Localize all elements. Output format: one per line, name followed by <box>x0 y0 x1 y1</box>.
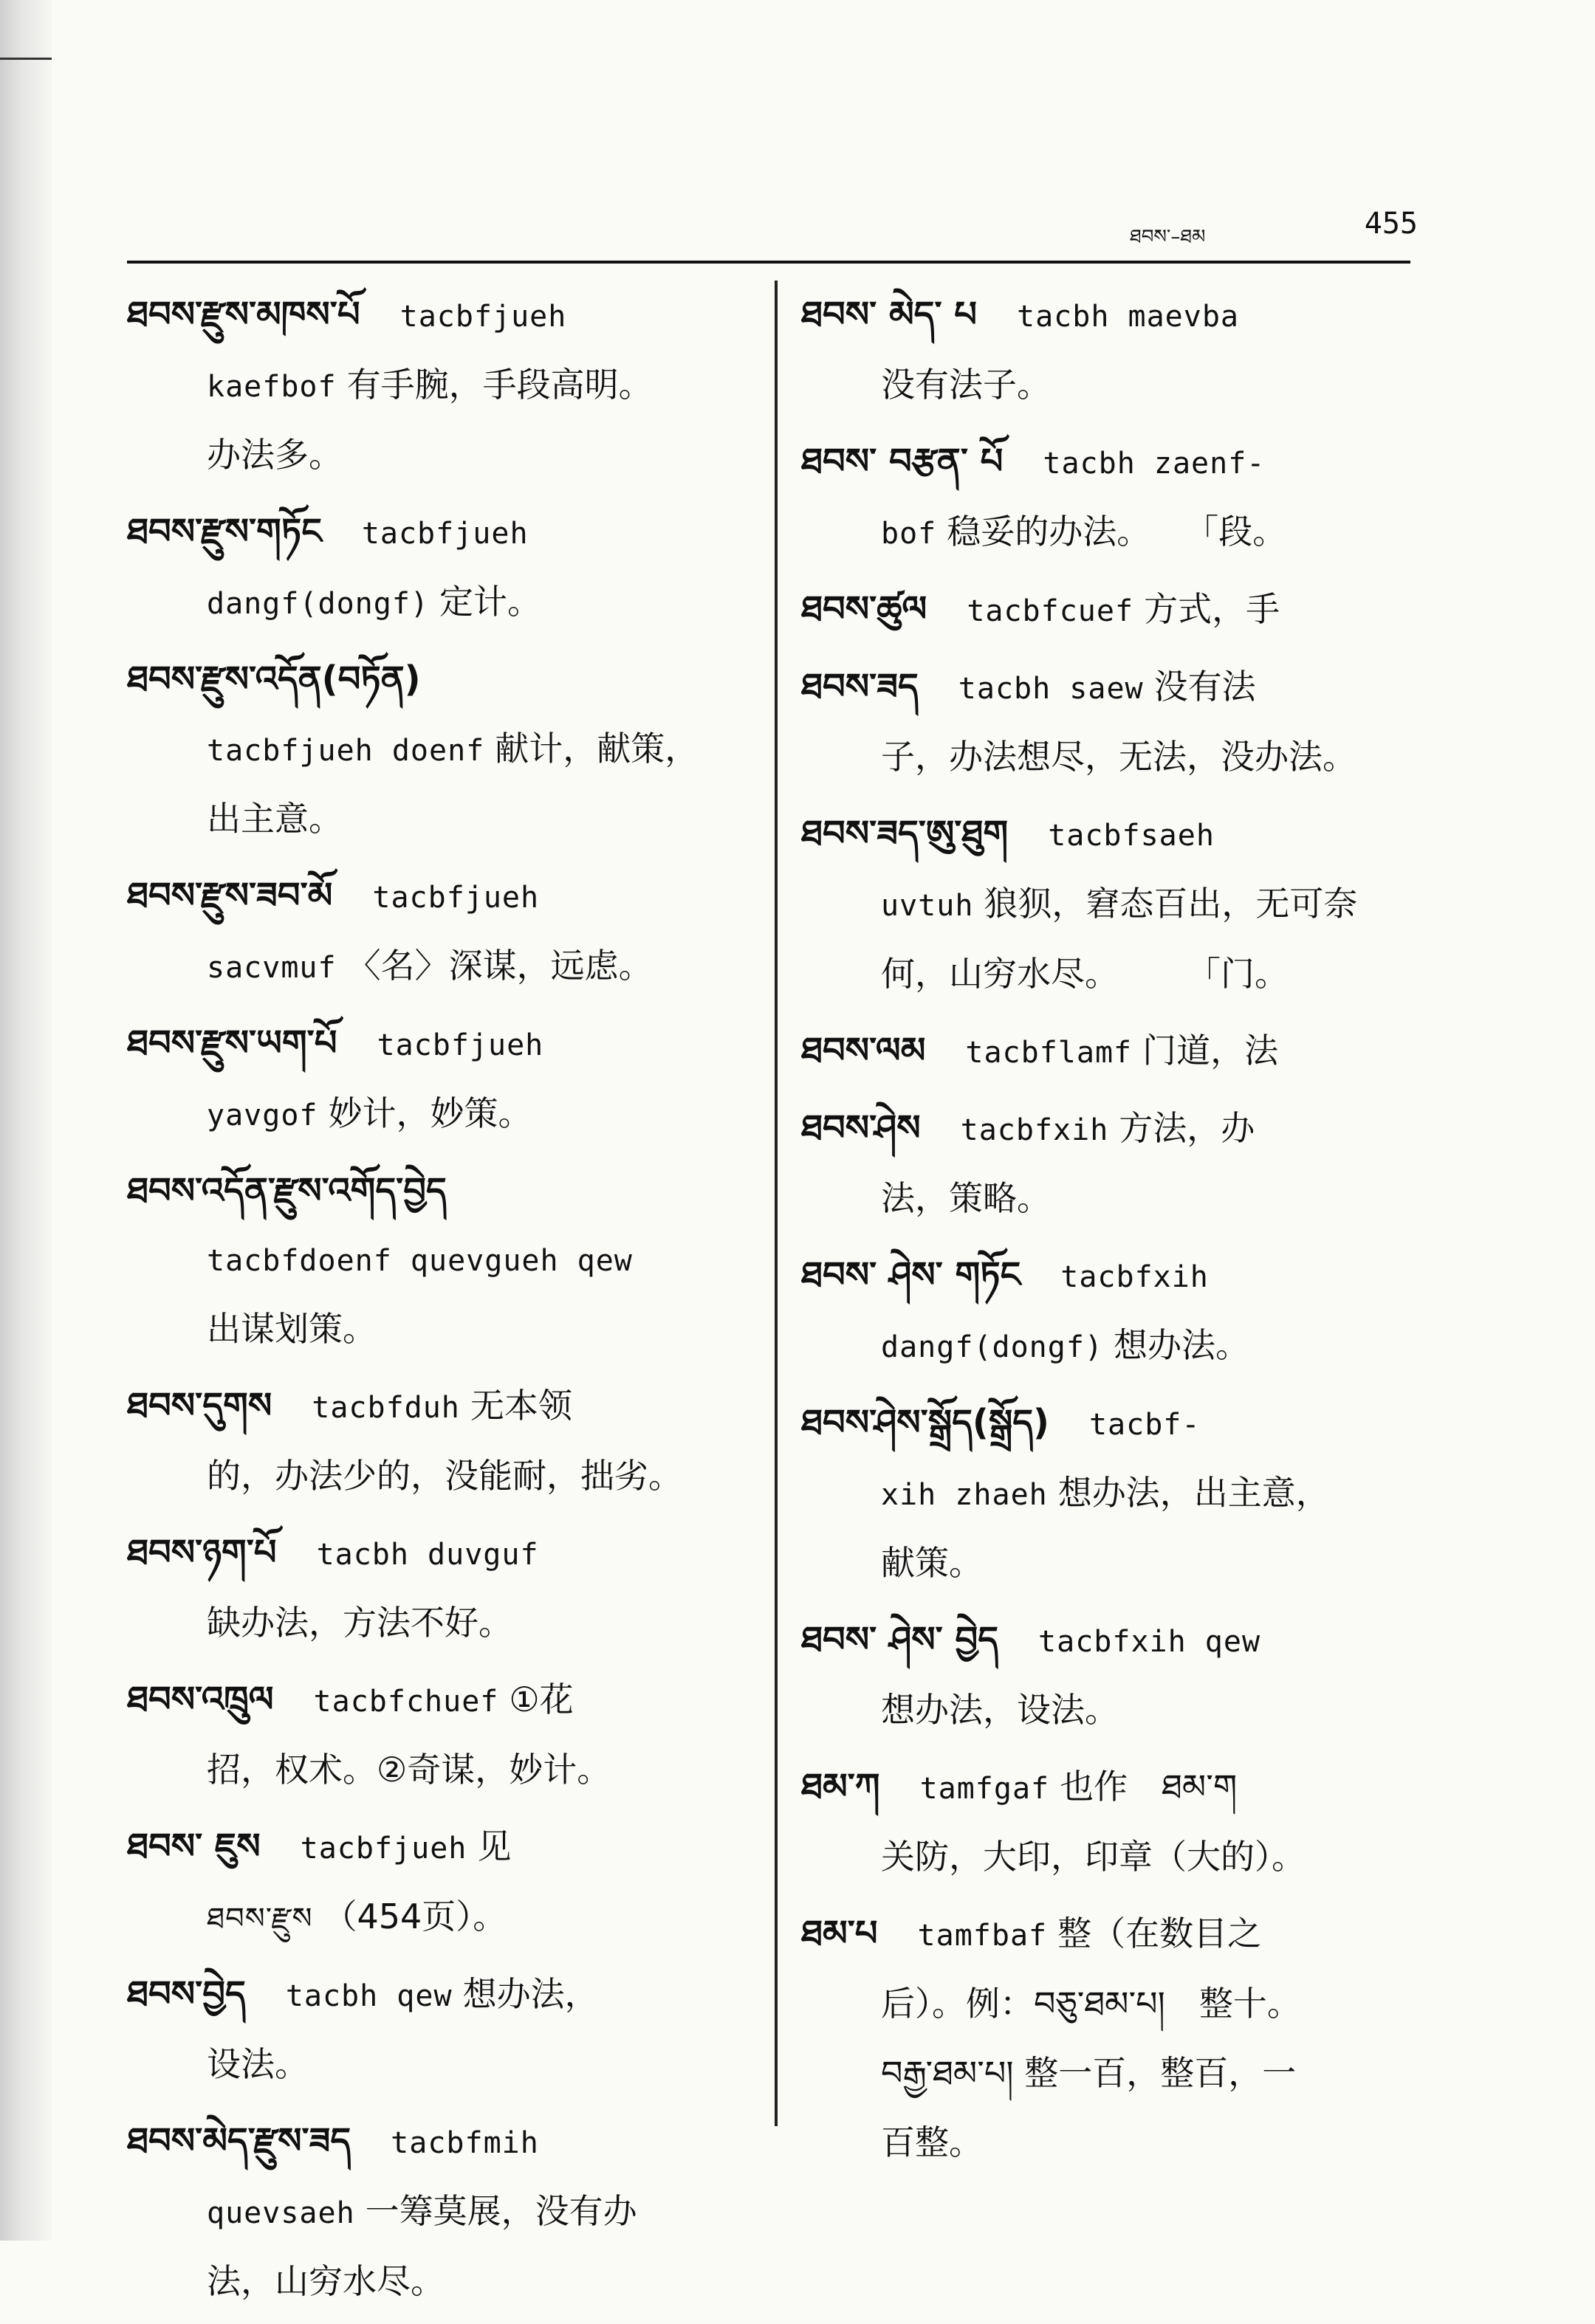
chinese-definition: 无本领 <box>470 1386 572 1426</box>
page-number: 455 <box>1364 207 1418 241</box>
tibetan-headword: ཐབས་ཟད <box>801 666 919 707</box>
chinese-definition: 定计。 <box>439 582 541 622</box>
page-header <box>1130 207 1447 251</box>
chinese-definition: 想办法。 <box>1113 1325 1249 1365</box>
romanization: tacbfdoenf quevgueh qew <box>207 1244 633 1278</box>
entry-headword-line <box>801 1241 1421 1311</box>
romanization: tacbfchuef <box>313 1685 499 1719</box>
entry-headword-line <box>801 575 1421 645</box>
romanization: quevsaeh <box>207 2196 355 2230</box>
entry-definition-line <box>127 568 740 638</box>
chinese-definition: 想办法，出主意， <box>1057 1473 1330 1513</box>
romanization: tacbfjueh <box>300 1832 467 1866</box>
tibetan-headword: ཐབས་བྱེད <box>127 1973 246 2015</box>
romanization: uvtuh <box>881 889 974 923</box>
dictionary-entry <box>127 1009 740 1149</box>
dictionary-entry <box>801 1389 1421 1598</box>
entry-headword-line <box>127 498 740 568</box>
entry-definition-line <box>127 1883 740 1953</box>
chinese-definition: 方式，手 <box>1144 589 1280 629</box>
tibetan-headword: ཐབས་འཁྲུལ <box>127 1679 274 1720</box>
romanization: tacbfjueh <box>361 517 529 551</box>
entry-definition-line <box>801 498 1421 568</box>
entry-definition-line <box>127 1079 740 1149</box>
romanization: tacbf- <box>1088 1408 1201 1442</box>
entry-definition-line <box>801 2039 1421 2108</box>
romanization: tacbfxih qew <box>1038 1625 1261 1659</box>
dictionary-entry <box>127 645 740 854</box>
romanization: tacbfmih <box>391 2126 539 2160</box>
entry-headword-line <box>127 645 740 715</box>
romanization: yavgof <box>207 1099 318 1132</box>
tibetan-headword: ཐབས་ ཤེས་ གཏོང <box>801 1254 1021 1296</box>
entry-definition-line <box>801 1164 1421 1234</box>
chinese-definition: 法，山穷水尽。 <box>207 2261 445 2301</box>
romanization: tacbfjueh <box>372 881 540 915</box>
entry-definition-line <box>127 2247 740 2317</box>
chinese-definition: 后）。例：བཅུ་ཐམ་པ། 整十。 <box>881 1984 1301 2024</box>
entry-definition-line <box>127 2030 740 2100</box>
entry-definition-line <box>127 932 740 1002</box>
romanization: tacbfjueh doenf <box>207 734 485 768</box>
chinese-definition: 关防，大印，印章（大的）。 <box>881 1837 1306 1877</box>
entry-definition-line <box>801 1529 1421 1598</box>
romanization: tamfgaf <box>919 1772 1050 1806</box>
chinese-definition: 献策。 <box>881 1543 983 1583</box>
chinese-definition: 也作 ཐམ་ག <box>1060 1767 1238 1806</box>
chinese-definition: 整（在数目之 <box>1057 1914 1262 1953</box>
romanization: tacbh saew <box>958 672 1144 706</box>
chinese-definition: 出主意。 <box>207 799 343 839</box>
edge-mark <box>0 58 52 60</box>
tibetan-headword: ཐབས་རྫུས་ཡག་པོ <box>127 1022 337 1064</box>
chinese-definition: （454页）。 <box>323 1897 507 1936</box>
dictionary-entry <box>801 281 1421 420</box>
entry-headword-line <box>801 1017 1421 1087</box>
entry-definition-line <box>127 1295 740 1364</box>
entry-headword-line <box>127 1372 740 1442</box>
romanization: kaefbof <box>207 370 337 404</box>
chinese-definition: 设法。 <box>207 2044 309 2084</box>
entry-headword-line <box>127 1812 740 1883</box>
chinese-definition: 招，权术。②奇谋，妙计。 <box>207 1750 611 1790</box>
chinese-definition: 缺办法，方法不好。 <box>207 1603 512 1643</box>
tibetan-headword: ཐབས་རྫུས་ཟབ་མོ <box>127 875 333 916</box>
chinese-definition: 〈名〉深谋，远虑。 <box>346 946 653 986</box>
romanization: ཐབས་རྫུས <box>207 1902 313 1936</box>
romanization: tacbfjueh <box>399 300 567 334</box>
romanization: tacbfcuef <box>967 594 1134 628</box>
entry-headword-line <box>127 281 740 351</box>
romanization: sacvmuf <box>207 951 337 985</box>
chinese-definition: 百整。 <box>881 2122 983 2162</box>
chinese-definition: 献计，献策， <box>495 729 699 769</box>
tibetan-headword: ཐབས་ ཇུས <box>127 1826 261 1867</box>
dictionary-entry <box>127 1519 740 1658</box>
entry-headword-line <box>801 281 1421 351</box>
tibetan-headword: ཐབས་ཉག་པོ <box>127 1532 277 1573</box>
dictionary-entry <box>801 800 1421 1009</box>
romanization: xih zhaeh <box>881 1478 1048 1512</box>
romanization: tacbfxih <box>1060 1260 1209 1294</box>
dictionary-entry <box>801 427 1421 568</box>
dictionary-entry <box>801 1900 1421 2178</box>
entry-headword-line <box>127 1157 740 1226</box>
entry-definition-line <box>801 1676 1421 1745</box>
entry-definition-line <box>127 1226 740 1295</box>
entry-headword-line <box>801 1094 1421 1164</box>
romanization: tacbfxih <box>960 1113 1109 1147</box>
entry-headword-line <box>127 1009 740 1079</box>
dictionary-entry <box>127 498 740 638</box>
chinese-definition: 的，办法少的，没能耐，拙劣。 <box>207 1456 682 1496</box>
chinese-definition: 没有法 <box>1153 667 1256 707</box>
chinese-definition: 有手腕，手段高明。 <box>346 365 653 405</box>
dictionary-entry <box>127 281 740 490</box>
entry-headword-line <box>801 1900 1421 1970</box>
romanization: tacbh zaenf- <box>1043 447 1266 481</box>
entry-headword-line <box>801 1753 1421 1823</box>
chinese-definition: 门道，法 <box>1142 1031 1279 1070</box>
chinese-definition: 狼狈，窘态百出，无可奈 <box>984 884 1358 924</box>
entry-headword-line <box>801 1606 1421 1676</box>
romanization: tacbfduh <box>312 1391 460 1425</box>
tibetan-headword: ཐམ་པ <box>801 1913 878 1954</box>
dictionary-entry <box>127 1372 740 1511</box>
chinese-definition: 妙计，妙策。 <box>328 1093 532 1133</box>
dictionary-entry <box>801 1241 1421 1381</box>
romanization: dangf(dongf) <box>207 587 429 621</box>
chinese-definition: 何，山穷水尽。 「门。 <box>881 954 1289 994</box>
tibetan-headword: ཐམ་ཀ <box>801 1766 880 1807</box>
dictionary-entry <box>127 2107 740 2317</box>
romanization: tacbfjueh <box>377 1028 544 1062</box>
tibetan-headword: ཐབས་རྫུས་མཁས་པོ <box>127 294 360 335</box>
chinese-definition: 见 <box>477 1826 512 1866</box>
romanization: tacbh duvguf <box>316 1538 539 1572</box>
dictionary-entry <box>127 1157 740 1364</box>
tibetan-headword: ཐབས་འདོན་རྫུས་འགོད་བྱེད <box>127 1170 447 1211</box>
dictionary-entry <box>127 862 740 1002</box>
tibetan-headword: ཐབས་ཤེས་སྒྲོད(སྒྲོད) <box>801 1402 1049 1443</box>
entry-definition-line <box>801 723 1421 792</box>
entry-definition-line <box>801 1459 1421 1529</box>
tibetan-headword: ཐབས་རྫུས་གཏོང <box>127 511 322 552</box>
chinese-definition: 稳妥的办法。 「段。 <box>947 512 1287 551</box>
tibetan-headword: ཐབས་ ཤེས་ བྱེད <box>801 1619 999 1660</box>
chinese-definition: 办法多。 <box>207 435 343 475</box>
dictionary-entry <box>127 1960 740 2100</box>
chinese-definition: 方法，办 <box>1119 1108 1255 1148</box>
chinese-definition: ①花 <box>509 1680 574 1719</box>
entry-definition-line <box>127 715 740 785</box>
dictionary-entry <box>801 1606 1421 1745</box>
dictionary-entry <box>127 1665 740 1805</box>
tibetan-headword: ཐབས་ལམ <box>801 1030 926 1071</box>
tibetan-headword: ཐབས་ཚུལ <box>801 588 927 630</box>
tibetan-headword: ཐབས་དུགས <box>127 1385 272 1426</box>
entry-headword-line <box>127 862 740 932</box>
dictionary-entry <box>801 1094 1421 1234</box>
entry-definition-line <box>801 1823 1421 1892</box>
entry-headword-line <box>801 1389 1421 1459</box>
entry-headword-line <box>801 800 1421 870</box>
romanization: bof <box>881 517 937 551</box>
entry-definition-line <box>801 2108 1421 2178</box>
romanization: tacbh maevba <box>1017 300 1239 334</box>
tibetan-headword: ཐབས་ཤེས <box>801 1107 921 1149</box>
column-divider <box>775 281 778 2126</box>
left-column <box>127 281 740 2324</box>
header-rule <box>127 261 1410 264</box>
romanization: tacbflamf <box>965 1036 1133 1070</box>
chinese-definition: 出谋划策。 <box>207 1309 377 1349</box>
entry-definition-line <box>801 351 1421 420</box>
dictionary-entry <box>801 575 1421 645</box>
romanization: tacbh qew <box>285 1979 453 2013</box>
tibetan-headword: ཐབས་མེད་རྫུས་ཟད <box>127 2120 351 2162</box>
entry-headword-line <box>127 1519 740 1589</box>
entry-definition-line <box>127 785 740 854</box>
entry-headword-line <box>127 2107 740 2177</box>
entry-definition-line <box>127 2177 740 2247</box>
entry-definition-line <box>127 1589 740 1658</box>
romanization: tacbfsaeh <box>1048 819 1215 853</box>
dictionary-entry <box>127 1812 740 1953</box>
tibetan-headword: ཐབས་ཟད་ཨུ་ཐུག <box>801 813 1009 854</box>
entry-definition-line <box>127 1442 740 1511</box>
entry-headword-line <box>127 1960 740 2030</box>
entry-definition-line <box>127 351 740 421</box>
right-column <box>801 281 1421 2185</box>
chinese-definition: 没有法子。 <box>881 365 1051 405</box>
entry-definition-line <box>801 1311 1421 1381</box>
dictionary-entry <box>801 1753 1421 1892</box>
running-head: ཐབས་–ཐམ <box>1130 226 1206 248</box>
chinese-definition: 一筹莫展，没有办 <box>365 2191 637 2231</box>
entry-definition-line <box>801 1970 1421 2039</box>
romanization: tamfbaf <box>917 1919 1048 1953</box>
tibetan-headword: ཐབས་ བརྩན་ པོ <box>801 441 1004 482</box>
dictionary-entry <box>801 1017 1421 1087</box>
chinese-definition: 法，策略。 <box>881 1178 1051 1218</box>
chinese-definition: 子，办法想尽，无法，没办法。 <box>881 737 1356 777</box>
entry-definition-line <box>127 421 740 490</box>
romanization: dangf(dongf) <box>881 1330 1103 1364</box>
chinese-definition: 想办法，设法。 <box>881 1690 1119 1730</box>
chinese-definition: བརྒྱ་ཐམ་པ། 整一百，整百，一 <box>881 2053 1297 2093</box>
entry-headword-line <box>801 653 1421 723</box>
dictionary-entry <box>801 653 1421 792</box>
scan-edge-shadow <box>0 0 52 2241</box>
entry-headword-line <box>127 1665 740 1736</box>
entry-headword-line <box>801 427 1421 498</box>
tibetan-headword: ཐབས་ མེད་ པ <box>801 294 977 335</box>
entry-definition-line <box>801 870 1421 940</box>
entry-definition-line <box>801 940 1421 1009</box>
tibetan-headword: ཐབས་རྫུས་འདོན(བཏོན) <box>127 659 421 700</box>
chinese-definition: 想办法， <box>462 1974 599 2014</box>
entry-definition-line <box>127 1736 740 1805</box>
